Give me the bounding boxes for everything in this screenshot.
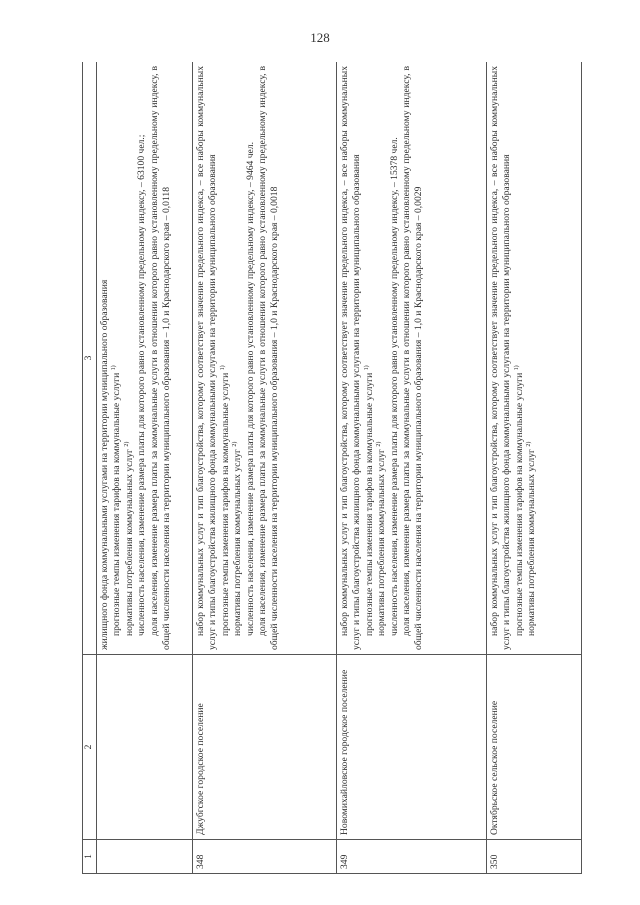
text-line: численность населения, изменение размера платы для которого равно установленному предельному индексу, – 63100 чел.;	[136, 134, 148, 636]
text-line: нормативы потребления коммунальных услуг $^{2)}$	[232, 441, 244, 636]
continuation-cell	[97, 62, 193, 655]
header-col-2: 2	[83, 655, 97, 840]
table-row	[337, 62, 487, 874]
text-line: доля населения, изменение размера платы за коммунальные услуги в отношении которого равно установленному предельному индексу, в общей численности населения на территории муниципального образования – 1,0 и Краснодарского края – 0,0018	[257, 66, 281, 650]
text-line: численность населения, изменение размера платы для которого равно установленному предельному индексу, – 15378 чел.	[388, 137, 400, 636]
row-number: 350	[487, 840, 582, 874]
data-table	[82, 62, 582, 874]
header-row	[83, 62, 97, 874]
table-row	[193, 62, 337, 874]
text-line: прогнозные темпы изменения тарифов на коммунальные услуги $^{1)}$	[219, 365, 231, 636]
text-line: прогнозные темпы изменения тарифов на коммунальные услуги $^{1)}$	[111, 365, 123, 636]
description-cell	[193, 62, 337, 655]
description-cell	[337, 62, 487, 655]
rotated-table	[82, 62, 582, 874]
text-line: жилищного фонда коммунальными услугами на территории муниципального образования	[99, 279, 110, 650]
settlement-name: Октябрьское сельское поселение	[487, 655, 582, 840]
text-line: нормативы потребления коммунальных услуг $^{2)}$	[123, 441, 135, 636]
settlement-name: Джубгское городское поселение	[193, 655, 337, 840]
table-row	[487, 62, 582, 874]
text-line: набор коммунальных услуг и тип благоустройства, которому соответствует значение предельного индекса, – все наборы коммунальных услуг и типы благоустройства жилищного фонда коммунальными услугами на территории муниципального образования	[489, 66, 513, 650]
text-line: нормативы потребления коммунальных услуг $^{2)}$	[526, 441, 538, 636]
text-line: набор коммунальных услуг и тип благоустройства, которому соответствует значение предельного индекса, – все наборы коммунальных услуг и типы благоустройства жилищного фонда коммунальными услугами на территории муниципального образования	[195, 66, 219, 650]
text-line: набор коммунальных услуг и тип благоустройства, которому соответствует значение предельного индекса, – все наборы коммунальных услуг и типы благоустройства жилищного фонда коммунальными услугами на территории муниципального образования	[339, 66, 363, 650]
text-line: доля населения, изменение размера платы за коммунальные услуги в отношении которого равно установленному предельному индексу, в общей численности населения на территории муниципального образования – 1,0 и Краснодарского края – 0,0118	[148, 66, 173, 650]
description-cell	[487, 62, 582, 655]
header-col-1: 1	[83, 840, 97, 874]
rotated-table-container	[82, 62, 582, 874]
text-line: нормативы потребления коммунальных услуг $^{2)}$	[376, 441, 388, 636]
row-number: 348	[193, 840, 337, 874]
settlement-name: Новомихайловское городское поселение	[337, 655, 487, 840]
table-row-continuation	[97, 62, 193, 874]
text-line: прогнозные темпы изменения тарифов на коммунальные услуги $^{1)}$	[513, 365, 525, 636]
text-line: прогнозные темпы изменения тарифов на коммунальные услуги $^{1)}$	[363, 365, 375, 636]
header-col-3: 3	[83, 62, 97, 655]
text-line: доля населения, изменение размера платы за коммунальные услуги в отношении которого равно установленному предельному индексу, в общей численности населения на территории муниципального образования – 1,0 и Краснодарского края – 0,0029	[401, 66, 425, 650]
row-number: 349	[337, 840, 487, 874]
text-line: численность населения, изменение размера платы для которого равно установленному предельному индексу, – 9464 чел.	[244, 142, 256, 636]
page-number: 128	[310, 30, 330, 45]
